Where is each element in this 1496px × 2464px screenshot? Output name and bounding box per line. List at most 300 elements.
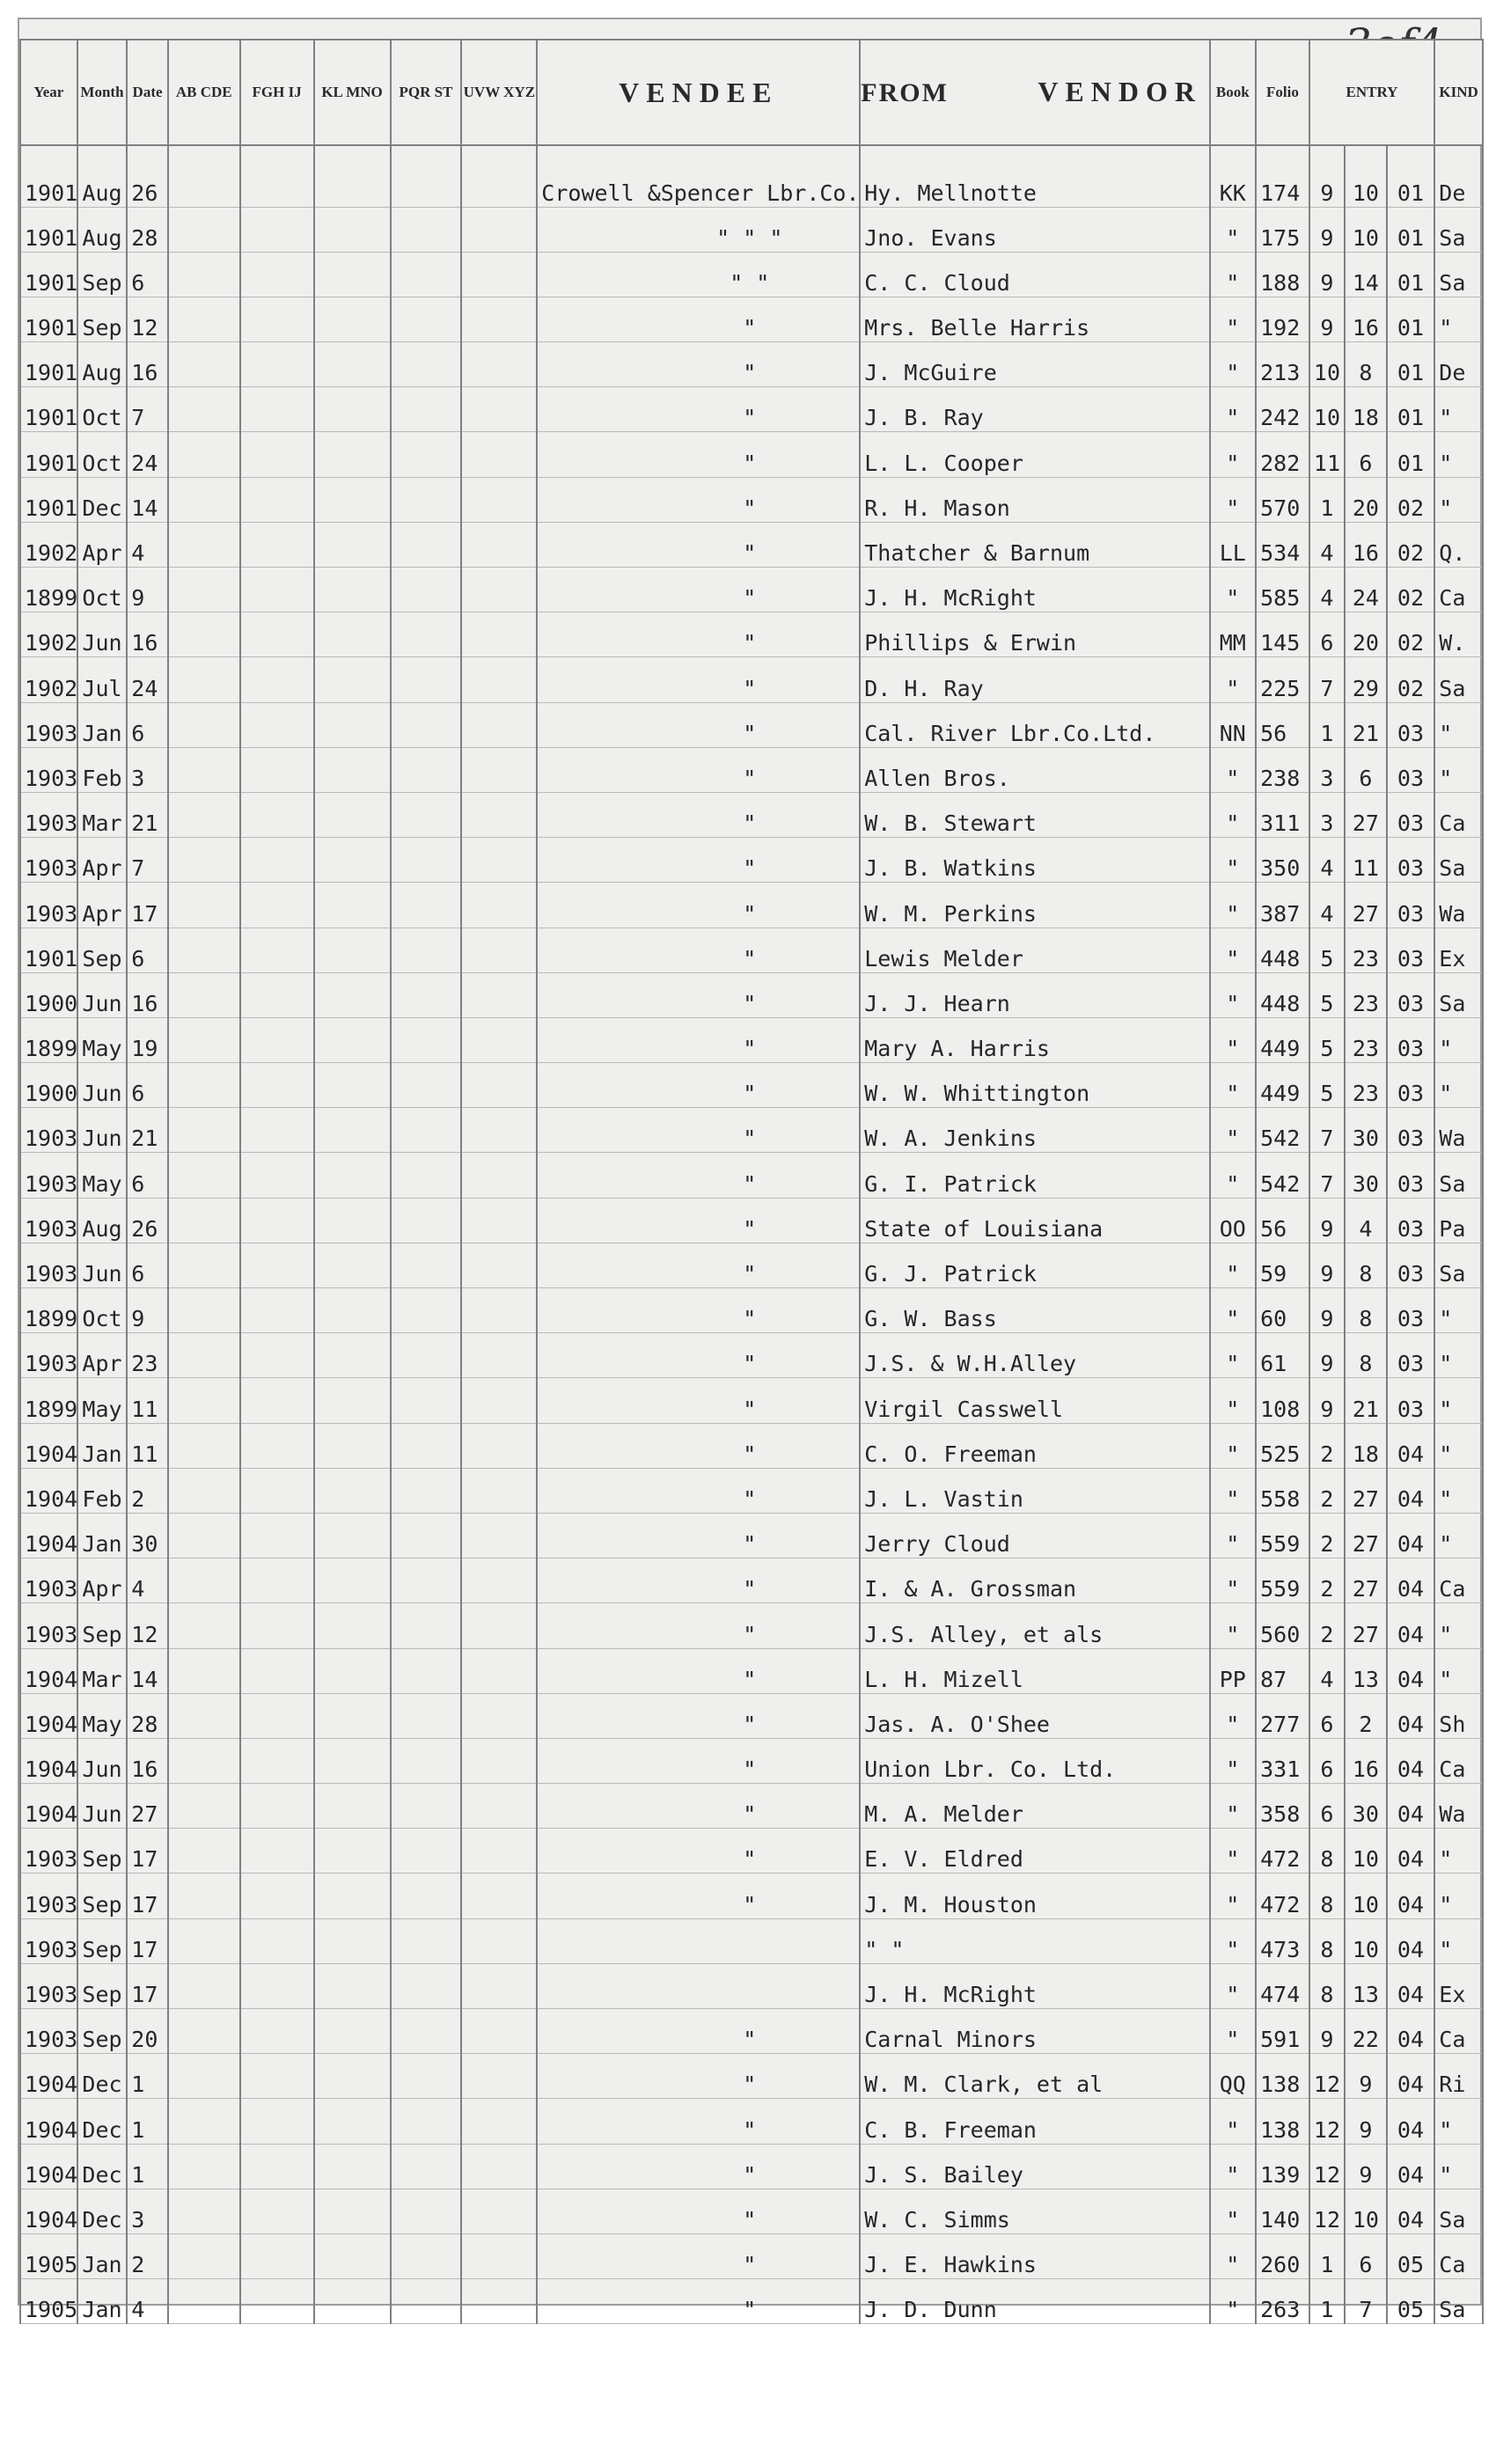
entry-kind: " [1434,1333,1483,1378]
entry-day-num: 8 [1345,1243,1387,1287]
entry-vendee: " [537,1153,860,1198]
entry-book: " [1210,1108,1257,1153]
entry-date: 17 [127,1874,168,1918]
ledger-row [20,792,1483,837]
entry-year: 1902 [20,522,77,567]
entry-year-num: 04 [1387,2144,1435,2189]
entry-index-ab-cde [168,1513,240,1558]
entry-year-num: 03 [1387,1198,1435,1243]
entry-vendor: " " [860,1918,1209,1963]
entry-day-num: 8 [1345,342,1387,387]
entry-year-num: 03 [1387,1017,1435,1062]
entry-kind: " [1434,387,1483,432]
entry-index-pqr-st [391,1693,462,1738]
entry-vendee: " [537,522,860,567]
entry-index-ab-cde [168,1738,240,1783]
entry-folio: 542 [1256,1108,1309,1153]
entry-index-fgh-ij [240,145,314,207]
entry-year: 1900 [20,972,77,1017]
entry-year-num: 03 [1387,702,1435,747]
entry-day-num: 30 [1345,1784,1387,1829]
entry-vendor: R. H. Mason [860,477,1209,522]
entry-date: 6 [127,1153,168,1198]
entry-month-num: 9 [1309,1378,1345,1423]
entry-folio: 59 [1256,1243,1309,1287]
entry-date: 26 [127,1198,168,1243]
entry-index-uvw-xyz [461,1738,537,1783]
entry-month: Oct [77,568,128,612]
entry-index-uvw-xyz [461,2099,537,2144]
ledger-row [20,1513,1483,1558]
entry-vendor: W. M. Clark, et al [860,2054,1209,2099]
entry-month: Aug [77,1198,128,1243]
header-month: Month [77,40,128,145]
entry-day-num: 20 [1345,612,1387,657]
entry-day-num: 10 [1345,207,1387,252]
entry-index-ab-cde [168,568,240,612]
entry-index-uvw-xyz [461,1918,537,1963]
entry-vendor: Mrs. Belle Harris [860,297,1209,341]
entry-day-num: 9 [1345,2099,1387,2144]
header-index-fgh-ij: FGH IJ [240,40,314,145]
entry-folio: 472 [1256,1829,1309,1874]
entry-index-fgh-ij [240,1378,314,1423]
entry-index-ab-cde [168,1017,240,1062]
entry-folio: 139 [1256,2144,1309,2189]
ledger-row [20,1288,1483,1333]
entry-kind: Ca [1434,568,1483,612]
entry-index-kl-mno [314,1918,391,1963]
entry-folio: 560 [1256,1603,1309,1648]
entry-index-ab-cde [168,612,240,657]
entry-vendee: " [537,297,860,341]
ledger-row [20,207,1483,252]
entry-date: 9 [127,1288,168,1333]
entry-month-num: 10 [1309,342,1345,387]
entry-index-pqr-st [391,1874,462,1918]
entry-date: 7 [127,838,168,883]
header-index-kl-mno: KL MNO [314,40,391,145]
entry-index-uvw-xyz [461,145,537,207]
ledger-row [20,838,1483,883]
entry-book: " [1210,1829,1257,1874]
entry-year-num: 01 [1387,297,1435,341]
entry-index-uvw-xyz [461,207,537,252]
entry-date: 1 [127,2144,168,2189]
entry-day-num: 21 [1345,702,1387,747]
ledger-row [20,1017,1483,1062]
entry-book: MM [1210,612,1257,657]
entry-index-pqr-st [391,2144,462,2189]
entry-day-num: 24 [1345,568,1387,612]
entry-vendee: " [537,1558,860,1603]
entry-index-ab-cde [168,747,240,792]
entry-index-kl-mno [314,838,391,883]
entry-kind: Ri [1434,2054,1483,2099]
entry-year: 1903 [20,1198,77,1243]
entry-year: 1899 [20,568,77,612]
entry-index-uvw-xyz [461,1378,537,1423]
entry-index-uvw-xyz [461,1874,537,1918]
entry-day-num: 27 [1345,792,1387,837]
entry-kind: Ex [1434,1963,1483,2008]
entry-kind: Sa [1434,2189,1483,2233]
header-book: Book [1210,40,1257,145]
entry-year-num: 03 [1387,747,1435,792]
entry-vendor: State of Louisiana [860,1198,1209,1243]
entry-month: Jan [77,1513,128,1558]
entry-book: " [1210,1693,1257,1738]
entry-kind: Ca [1434,792,1483,837]
entry-index-pqr-st [391,972,462,1017]
entry-index-fgh-ij [240,2054,314,2099]
entry-index-kl-mno [314,522,391,567]
entry-year: 1904 [20,1513,77,1558]
entry-index-pqr-st [391,1333,462,1378]
entry-year-num: 03 [1387,1108,1435,1153]
entry-year: 1902 [20,612,77,657]
entry-book: " [1210,387,1257,432]
entry-index-pqr-st [391,1829,462,1874]
entry-index-ab-cde [168,2054,240,2099]
entry-index-ab-cde [168,1378,240,1423]
entry-year-num: 05 [1387,2233,1435,2278]
entry-date: 6 [127,702,168,747]
entry-kind: W. [1434,612,1483,657]
entry-index-kl-mno [314,1017,391,1062]
entry-date: 16 [127,1738,168,1783]
entry-date: 11 [127,1378,168,1423]
entry-kind: " [1434,1648,1483,1693]
entry-index-fgh-ij [240,2144,314,2189]
entry-vendee: " [537,2189,860,2233]
entry-index-pqr-st [391,1063,462,1108]
entry-date: 4 [127,522,168,567]
entry-index-pqr-st [391,2009,462,2054]
entry-index-uvw-xyz [461,522,537,567]
entry-vendee: " [537,1108,860,1153]
entry-vendor: W. B. Stewart [860,792,1209,837]
entry-index-pqr-st [391,1784,462,1829]
entry-index-pqr-st [391,1288,462,1333]
entry-index-fgh-ij [240,1963,314,2008]
entry-vendee: " [537,1468,860,1513]
entry-day-num: 8 [1345,1288,1387,1333]
entry-vendor: C. B. Freeman [860,2099,1209,2144]
entry-year: 1904 [20,1648,77,1693]
entry-vendor: J.S. Alley, et als [860,1603,1209,1648]
entry-month: Dec [77,2054,128,2099]
entry-book: QQ [1210,2054,1257,2099]
entry-index-ab-cde [168,1108,240,1153]
entry-book: " [1210,747,1257,792]
entry-folio: 585 [1256,568,1309,612]
entry-book: " [1210,883,1257,928]
entry-index-fgh-ij [240,838,314,883]
entry-index-ab-cde [168,657,240,702]
entry-index-uvw-xyz [461,342,537,387]
entry-index-pqr-st [391,2099,462,2144]
entry-index-kl-mno [314,1288,391,1333]
entry-folio: 138 [1256,2099,1309,2144]
entry-year: 1901 [20,477,77,522]
entry-kind: Wa [1434,1784,1483,1829]
entry-folio: 358 [1256,1784,1309,1829]
ledger-row [20,342,1483,387]
entry-folio: 175 [1256,207,1309,252]
entry-folio: 570 [1256,477,1309,522]
entry-year: 1904 [20,2054,77,2099]
entry-kind: Sa [1434,972,1483,1017]
entry-index-kl-mno [314,432,391,477]
entry-index-fgh-ij [240,1243,314,1287]
entry-book: " [1210,432,1257,477]
entry-date: 1 [127,2054,168,2099]
entry-month: Jun [77,972,128,1017]
entry-index-kl-mno [314,883,391,928]
entry-folio: 192 [1256,297,1309,341]
entry-index-ab-cde [168,792,240,837]
entry-index-kl-mno [314,1243,391,1287]
entry-kind: Sa [1434,1243,1483,1287]
entry-book: " [1210,1378,1257,1423]
entry-year-num: 03 [1387,1288,1435,1333]
entry-month: Dec [77,2099,128,2144]
entry-index-ab-cde [168,387,240,432]
entry-vendee: " [537,702,860,747]
entry-date: 2 [127,1468,168,1513]
entry-day-num: 27 [1345,883,1387,928]
entry-year-num: 04 [1387,1918,1435,1963]
entry-year-num: 04 [1387,2009,1435,2054]
entry-month-num: 2 [1309,1423,1345,1468]
entry-index-pqr-st [391,1738,462,1783]
entry-index-fgh-ij [240,2009,314,2054]
entry-month-num: 5 [1309,1063,1345,1108]
entry-year: 1901 [20,432,77,477]
entry-index-fgh-ij [240,387,314,432]
entry-day-num: 27 [1345,1558,1387,1603]
entry-month: Apr [77,883,128,928]
entry-book: " [1210,2144,1257,2189]
entry-index-fgh-ij [240,1558,314,1603]
entry-kind: Wa [1434,883,1483,928]
entry-index-pqr-st [391,1513,462,1558]
entry-index-fgh-ij [240,1153,314,1198]
entry-index-pqr-st [391,702,462,747]
entry-month: Sep [77,1603,128,1648]
entry-month: Dec [77,2189,128,2233]
entry-index-fgh-ij [240,477,314,522]
entry-kind: Sa [1434,657,1483,702]
ledger-row [20,1784,1483,1829]
entry-vendee: " [537,2009,860,2054]
entry-index-kl-mno [314,2099,391,2144]
entry-index-fgh-ij [240,1874,314,1918]
entry-vendee: " [537,387,860,432]
entry-book: " [1210,1918,1257,1963]
entry-index-pqr-st [391,657,462,702]
entry-index-ab-cde [168,432,240,477]
entry-book: " [1210,928,1257,972]
entry-book: " [1210,2099,1257,2144]
ledger-row [20,612,1483,657]
entry-date: 6 [127,928,168,972]
ledger-body [20,145,1483,2324]
ledger-row [20,387,1483,432]
entry-index-ab-cde [168,883,240,928]
entry-index-pqr-st [391,883,462,928]
entry-day-num: 18 [1345,387,1387,432]
entry-vendee: " [537,838,860,883]
entry-day-num: 11 [1345,838,1387,883]
entry-index-ab-cde [168,928,240,972]
entry-index-kl-mno [314,1738,391,1783]
entry-year-num: 02 [1387,657,1435,702]
entry-year-num: 04 [1387,1963,1435,2008]
entry-vendee: " [537,1648,860,1693]
ledger-row [20,1468,1483,1513]
entry-index-pqr-st [391,1423,462,1468]
entry-vendee: " [537,883,860,928]
entry-index-uvw-xyz [461,1693,537,1738]
entry-kind: " [1434,477,1483,522]
ledger-row [20,1243,1483,1287]
entry-kind: " [1434,1874,1483,1918]
entry-index-pqr-st [391,1963,462,2008]
entry-vendor: Thatcher & Barnum [860,522,1209,567]
ledger-row [20,1963,1483,2008]
entry-folio: 277 [1256,1693,1309,1738]
entry-kind: " [1434,1288,1483,1333]
entry-index-uvw-xyz [461,2009,537,2054]
entry-vendee: " [537,1198,860,1243]
entry-index-kl-mno [314,1603,391,1648]
ledger-row [20,432,1483,477]
entry-vendor: J. L. Vastin [860,1468,1209,1513]
entry-folio: 558 [1256,1468,1309,1513]
entry-date: 12 [127,297,168,341]
entry-index-pqr-st [391,747,462,792]
entry-index-kl-mno [314,568,391,612]
entry-year: 1901 [20,252,77,297]
entry-year-num: 03 [1387,972,1435,1017]
entry-index-ab-cde [168,2233,240,2278]
ledger-row [20,972,1483,1017]
entry-index-pqr-st [391,1603,462,1648]
entry-year-num: 01 [1387,207,1435,252]
entry-folio: 387 [1256,883,1309,928]
entry-index-kl-mno [314,145,391,207]
entry-year-num: 04 [1387,1558,1435,1603]
entry-date: 6 [127,1243,168,1287]
entry-index-ab-cde [168,1198,240,1243]
entry-month-num: 6 [1309,612,1345,657]
entry-folio: 140 [1256,2189,1309,2233]
entry-vendee: " [537,2054,860,2099]
entry-date: 14 [127,477,168,522]
entry-index-fgh-ij [240,1468,314,1513]
entry-month: Jan [77,2233,128,2278]
ledger-sheet [18,18,1482,2323]
entry-month-num: 1 [1309,2279,1345,2324]
entry-folio: 282 [1256,432,1309,477]
entry-vendee: " [537,1333,860,1378]
header-date: Date [127,40,168,145]
entry-book: " [1210,1153,1257,1198]
entry-vendor: Allen Bros. [860,747,1209,792]
entry-index-kl-mno [314,1198,391,1243]
entry-vendor: L. L. Cooper [860,432,1209,477]
entry-folio: 61 [1256,1333,1309,1378]
entry-year-num: 03 [1387,1153,1435,1198]
entry-date: 21 [127,792,168,837]
entry-month-num: 3 [1309,792,1345,837]
entry-vendor: G. I. Patrick [860,1153,1209,1198]
entry-index-ab-cde [168,1648,240,1693]
ledger-row [20,568,1483,612]
entry-vendor: J. B. Watkins [860,838,1209,883]
entry-vendor: J. J. Hearn [860,972,1209,1017]
entry-folio: 473 [1256,1918,1309,1963]
entry-month: Sep [77,2009,128,2054]
entry-folio: 449 [1256,1017,1309,1062]
entry-year: 1903 [20,1918,77,1963]
entry-month-num: 6 [1309,1693,1345,1738]
ledger-row [20,747,1483,792]
entry-index-ab-cde [168,1874,240,1918]
entry-vendee: " [537,568,860,612]
entry-year-num: 04 [1387,1874,1435,1918]
entry-month: Apr [77,1558,128,1603]
entry-index-fgh-ij [240,747,314,792]
entry-book: " [1210,1513,1257,1558]
entry-index-uvw-xyz [461,568,537,612]
entry-month: May [77,1153,128,1198]
entry-kind: " [1434,1468,1483,1513]
entry-kind: " [1434,1378,1483,1423]
entry-vendee: " [537,928,860,972]
entry-date: 28 [127,1693,168,1738]
entry-index-uvw-xyz [461,1017,537,1062]
entry-index-ab-cde [168,838,240,883]
entry-kind: Ca [1434,2233,1483,2278]
entry-book: " [1210,1784,1257,1829]
entry-month-num: 11 [1309,432,1345,477]
entry-book: NN [1210,702,1257,747]
entry-day-num: 18 [1345,1423,1387,1468]
entry-date: 14 [127,1648,168,1693]
ledger-row [20,1648,1483,1693]
entry-index-kl-mno [314,1874,391,1918]
entry-year: 1903 [20,1558,77,1603]
entry-kind: Q. [1434,522,1483,567]
entry-index-ab-cde [168,1423,240,1468]
entry-date: 1 [127,2099,168,2144]
entry-month-num: 4 [1309,522,1345,567]
entry-index-fgh-ij [240,928,314,972]
entry-index-kl-mno [314,207,391,252]
entry-index-fgh-ij [240,2099,314,2144]
entry-index-uvw-xyz [461,252,537,297]
entry-day-num: 23 [1345,972,1387,1017]
entry-index-uvw-xyz [461,657,537,702]
entry-month: Aug [77,342,128,387]
header-vendee: VENDEE [537,40,860,145]
entry-month-num: 9 [1309,2009,1345,2054]
entry-index-pqr-st [391,145,462,207]
entry-index-uvw-xyz [461,1784,537,1829]
